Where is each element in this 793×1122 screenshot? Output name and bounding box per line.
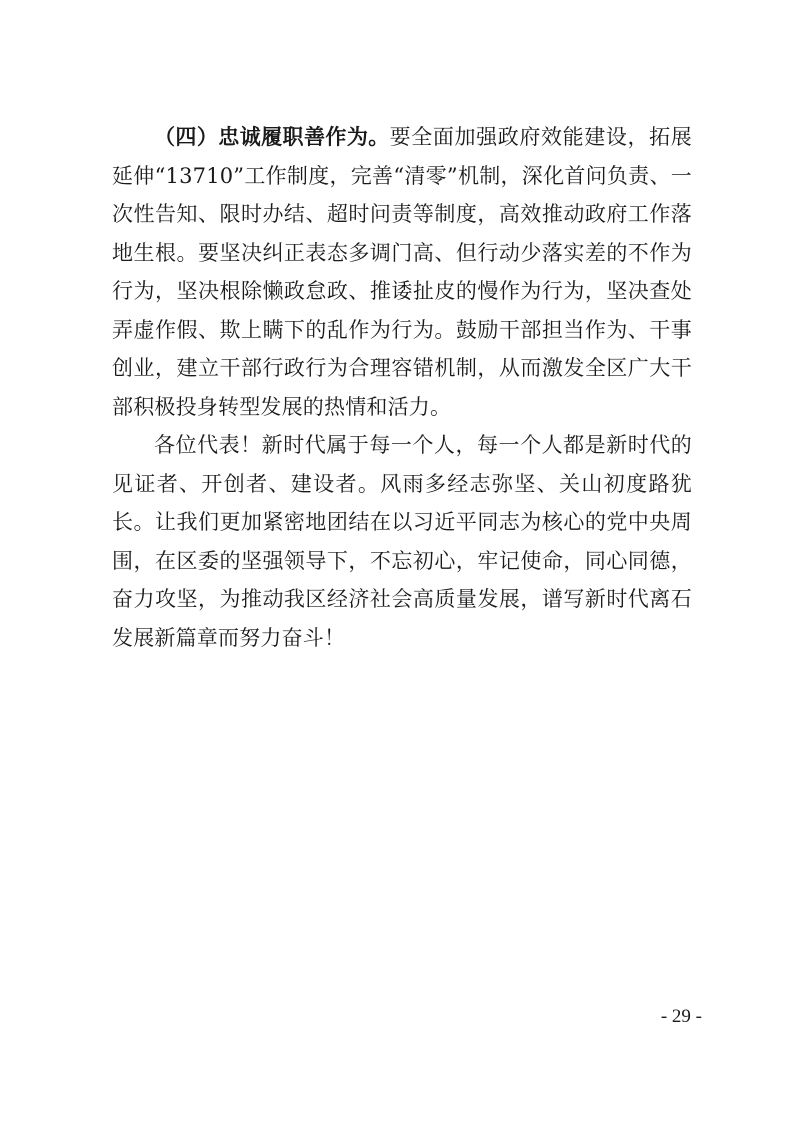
page-number: - 29 - [660, 1006, 702, 1027]
paragraph-text: 各位代表！新时代属于每一个人，每一个人都是新时代的见证者、开创者、建设者。风雨多经志弥坚、关山初度路犹长。让我们更加紧密地团结在以习近平同志为核心的党中央周围，在区委的坚强领导下，不忘初心，牢记使命，同心同德，奋力攻坚，为推动我区经济社会高质量发展，谱写新时代离石发展新篇章而努力奋斗！ [112, 433, 692, 650]
document-body [112, 118, 692, 657]
paragraph-loyal-duty [112, 118, 692, 426]
section-heading: （四）忠诚履职善作为。 [154, 125, 390, 149]
paragraph-text: 要全面加强政府效能建设，拓展延伸“13710”工作制度，完善“清零”机制，深化首问负责、一次性告知、限时办结、超时问责等制度，高效推动政府工作落地生根。要坚决纠正表态多调门高、但行动少落实差的不作为行为，坚决根除懒政怠政、推诿扯皮的慢作为行为，坚决查处弄虚作假、欺上瞒下的乱作为行为。鼓励干部担当作为、干事创业，建立干部行政行为合理容错机制，从而激发全区广大干部积极投身转型发展的热情和活力。 [112, 125, 692, 419]
paragraph-closing [112, 426, 692, 657]
